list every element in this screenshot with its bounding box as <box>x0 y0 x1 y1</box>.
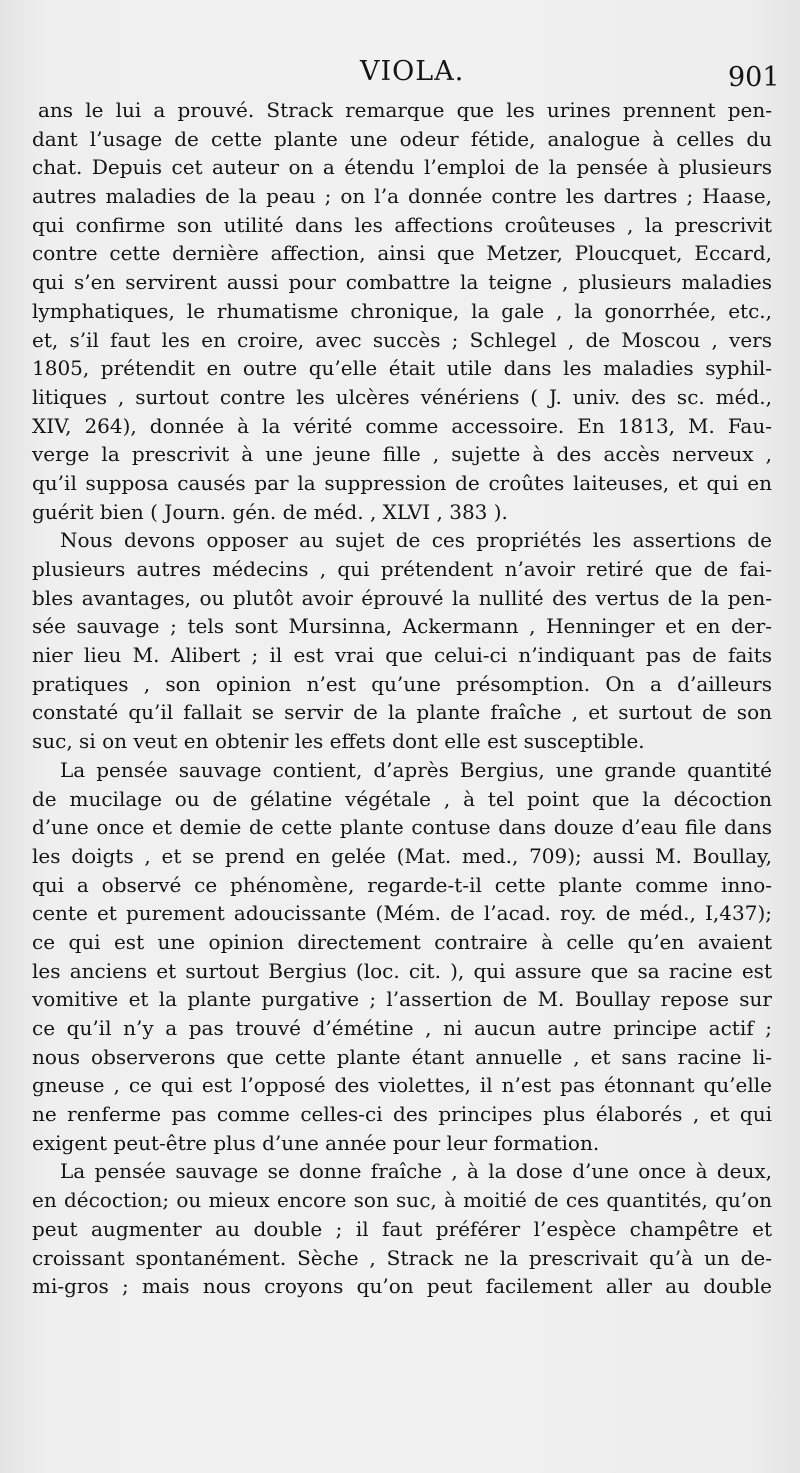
text-line: ne renferme pas comme celles-ci des principes plus élaborés , et qui <box>32 1102 772 1127</box>
text-line: d’une once et demie de cette plante contuse dans douze d’eau file dans <box>32 815 772 840</box>
text-line: constaté qu’il fallait se servir de la plante fraîche , et surtout de son <box>32 700 772 725</box>
text-line: les doigts , et se prend en gelée (Mat. med., 709); aussi M. Boullay, <box>32 843 772 868</box>
text-line: ce qu’il n’y a pas trouvé d’émétine , ni aucun autre principe actif ; <box>32 1016 772 1040</box>
text-line: litiques , surtout contre les ulcères vénériens ( J. univ. des sc. méd., <box>32 384 772 409</box>
text-line: qui confirme son utilité dans les affections croûteuses , la prescrivit <box>32 212 772 237</box>
text-line: vomitive et la plante purgative ; l’assertion de M. Boullay repose sur <box>32 987 772 1012</box>
text-line: Nous devons opposer au sujet de ces propriétés les assertions de <box>60 528 772 553</box>
text-line: guérit bien ( Journ. gén. de méd. , XLVI , 383 ). <box>32 499 508 524</box>
text-line: ce qui est une opinion directement contraire à celle qu’en avaient <box>32 929 772 954</box>
text-line: dant l’usage de cette plante une odeur fétide, analogue à celles du <box>32 126 772 151</box>
text-line: qu’il supposa causés par la suppression de croûtes laiteuses, et qui en <box>32 470 772 495</box>
page-header <box>0 56 800 96</box>
text-line: autres maladies de la peau ; on l’a donnée contre les dartres ; Haase, <box>32 184 772 209</box>
text-line: plusieurs autres médecins , qui prétendent n’avoir retiré que de fai- <box>32 557 772 581</box>
text-line: en décoction; ou mieux encore son suc, à moitié de ces quantités, qu’on <box>32 1188 772 1213</box>
text-line: qui s’en servirent aussi pour combattre la teigne , plusieurs maladies <box>32 270 772 295</box>
text-line: ans le lui a prouvé. Strack remarque que les urines prennent pen- <box>38 98 772 122</box>
text-line: nous observerons que cette plante étant annuelle , et sans racine li- <box>32 1044 772 1069</box>
text-line: croissant spontanément. Sèche , Strack ne la prescrivait qu’à un de- <box>32 1245 772 1270</box>
text-line: qui a observé ce phénomène, regarde-t-il cette plante comme inno- <box>32 872 772 897</box>
text-line: gneuse , ce qui est l’opposé des violettes, il n’est pas étonnant qu’elle <box>32 1073 772 1098</box>
text-line: exigent peut-être plus d’une année pour leur formation. <box>32 1130 600 1155</box>
text-line: suc, si on veut en obtenir les effets dont elle est susceptible. <box>32 729 645 754</box>
text-line: nier lieu M. Alibert ; il est vrai que celui-ci n’indiquant pas de faits <box>32 643 772 668</box>
text-line: contre cette dernière affection, ainsi que Metzer, Ploucquet, Eccard, <box>32 241 772 266</box>
text-line: bles avantages, ou plutôt avoir éprouvé la nullité des vertus de la pen- <box>32 585 772 610</box>
text-line: pratiques , son opinion n’est qu’une présomption. On a d’ailleurs <box>32 671 772 696</box>
text-line: La pensée sauvage se donne fraîche , à la dose d’une once à deux, <box>60 1159 772 1184</box>
text-line: de mucilage ou de gélatine végétale , à tel point que la décoction <box>32 786 772 811</box>
text-line: 1805, prétendit en outre qu’elle était utile dans les maladies syphil- <box>32 356 772 381</box>
running-head: VIOLA. <box>360 56 465 87</box>
text-line: verge la prescrivit à une jeune fille , sujette à des accès nerveux , <box>32 442 772 467</box>
text-line: mi-gros ; mais nous croyons qu’on peut facilement aller au double <box>32 1274 772 1299</box>
text-line: les anciens et surtout Bergius (loc. cit. ), qui assure que sa racine est <box>32 958 772 983</box>
text-line: La pensée sauvage contient, d’après Bergius, une grande quantité <box>60 757 772 782</box>
page-number: 901 <box>728 62 780 93</box>
text-line: XIV, 264), donnée à la vérité comme accessoire. En 1813, M. Fau- <box>32 413 772 438</box>
text-line: lymphatiques, le rhumatisme chronique, la gale , la gonorrhée, etc., <box>32 298 772 323</box>
body-text <box>32 96 772 1301</box>
text-line: chat. Depuis cet auteur on a étendu l’emploi de la pensée à plusieurs <box>32 155 772 180</box>
text-line: peut augmenter au double ; il faut préférer l’espèce champêtre et <box>32 1216 772 1241</box>
text-line: cente et purement adoucissante (Mém. de l’acad. roy. de méd., I,437); <box>32 901 772 926</box>
text-line: et, s’il faut les en croire, avec succès ; Schlegel , de Moscou , vers <box>32 327 772 352</box>
text-line: sée sauvage ; tels sont Mursinna, Ackermann , Henninger et en der- <box>32 614 772 639</box>
